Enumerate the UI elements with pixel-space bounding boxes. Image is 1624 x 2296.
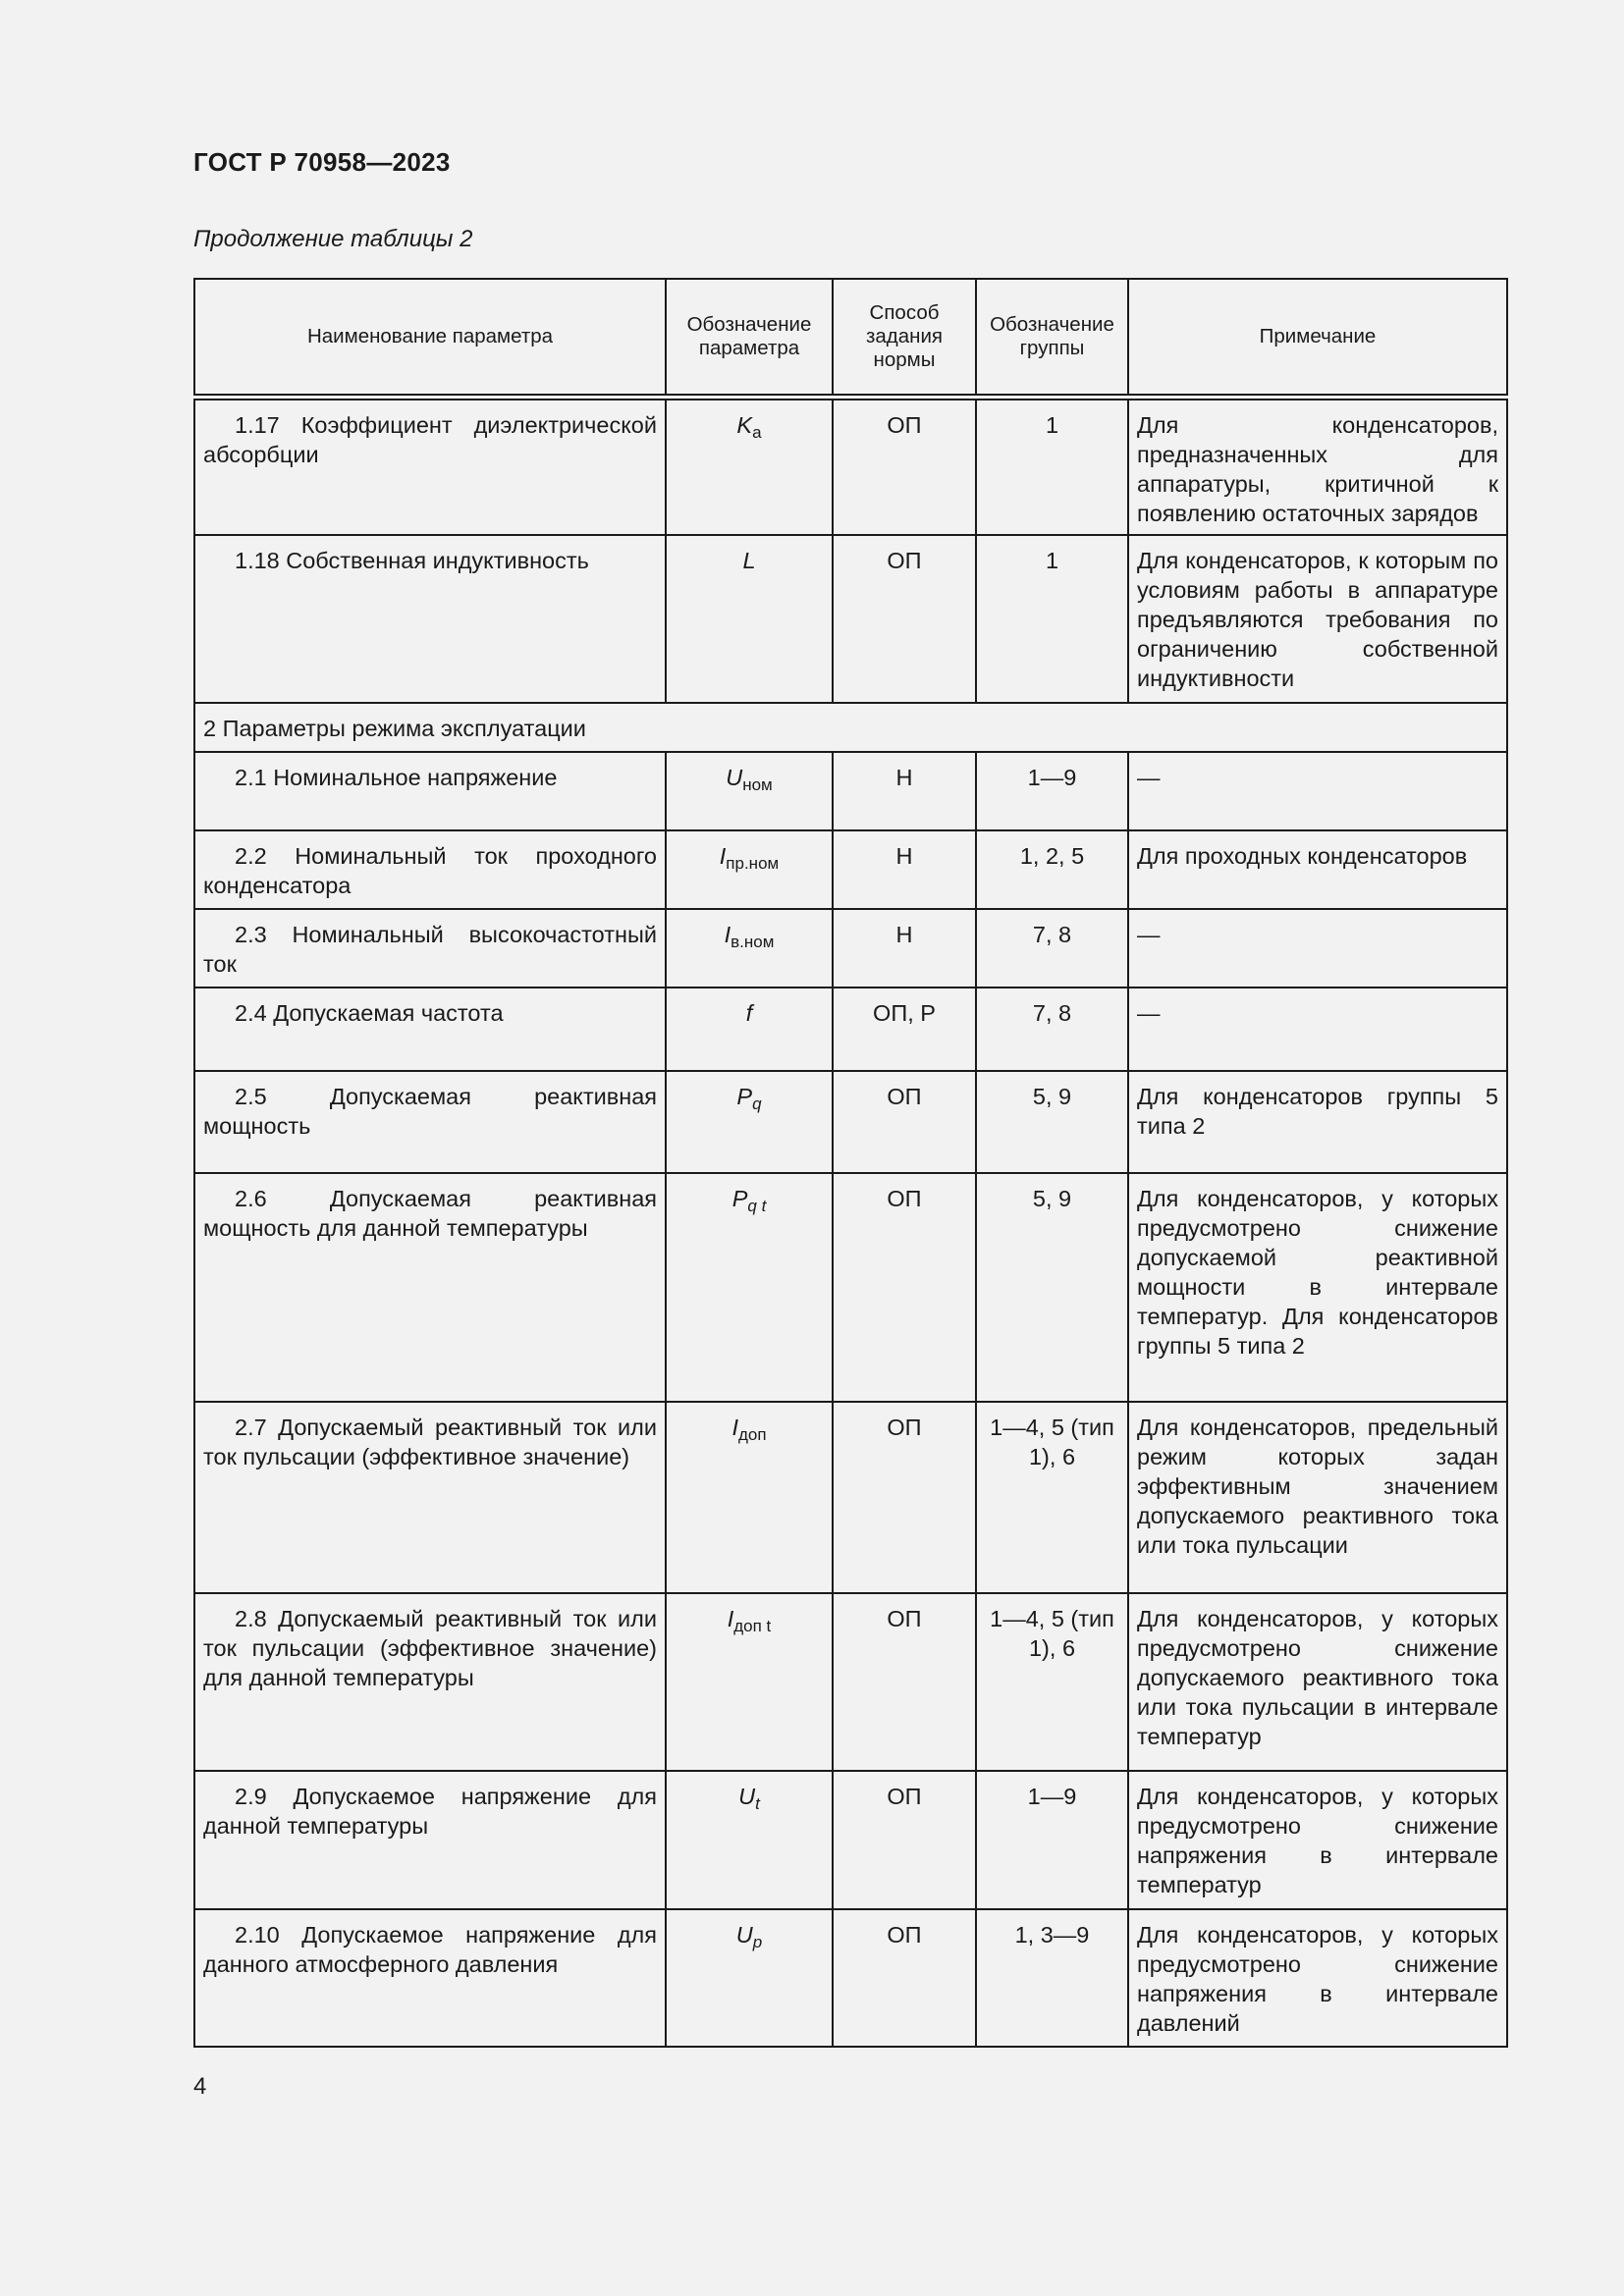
- parameter-name: 2.1 Номинальное напряжение: [194, 752, 666, 830]
- parameter-name: 1.18 Собственная индуктивность: [194, 535, 666, 703]
- table-row: [194, 752, 1507, 830]
- table-row: [194, 1173, 1507, 1402]
- document-title: ГОСТ Р 70958—2023: [193, 147, 451, 177]
- table-row: [194, 988, 1507, 1071]
- parameter-symbol: $U_{ном}$: [666, 752, 833, 830]
- parameter-symbol: $K_a$: [666, 397, 833, 535]
- parameter-name: 1.17 Коэффициент диэлектрической абсорбции: [194, 397, 666, 535]
- table-header-row: [194, 279, 1507, 397]
- group-designation: 1—4, 5 (тип 1), 6: [976, 1593, 1128, 1771]
- note: Для конденсаторов, у которых предусмотрено снижение допускаемого реактивного тока или тока пульсации в интервале температур: [1128, 1593, 1507, 1771]
- note: Для конденсаторов, предназначенных для аппаратуры, критичной к появлению остаточных зарядов: [1128, 397, 1507, 535]
- note: Для конденсаторов группы 5 типа 2: [1128, 1071, 1507, 1173]
- group-designation: 7, 8: [976, 988, 1128, 1071]
- group-designation: 1, 3—9: [976, 1909, 1128, 2047]
- table-caption: Продолжение таблицы 2: [193, 226, 473, 252]
- parameter-name: 2.9 Допускаемое напряжение для данной температуры: [194, 1771, 666, 1909]
- page-number: 4: [193, 2073, 207, 2100]
- parameter-symbol: $I_{пр.ном}$: [666, 830, 833, 909]
- note: —: [1128, 752, 1507, 830]
- norm-method: ОП: [833, 1071, 976, 1173]
- table-row: [194, 397, 1507, 535]
- table-row: [194, 1771, 1507, 1909]
- note: Для конденсаторов, предельный режим которых задан эффективным значением допускаемого реактивного тока или тока пульсации: [1128, 1402, 1507, 1593]
- header-note: Примечание: [1128, 279, 1507, 397]
- table-row: [194, 1071, 1507, 1173]
- table-row: [194, 535, 1507, 703]
- header-parameter-name: Наименование параметра: [194, 279, 666, 397]
- table-row: [194, 1593, 1507, 1771]
- norm-method: Н: [833, 752, 976, 830]
- section-row: [194, 703, 1507, 752]
- parameter-symbol: $P_q$: [666, 1071, 833, 1173]
- group-designation: 1: [976, 397, 1128, 535]
- note: Для конденсаторов, у которых предусмотрено снижение напряжения в интервале температур: [1128, 1771, 1507, 1909]
- norm-method: Н: [833, 909, 976, 988]
- group-designation: 5, 9: [976, 1173, 1128, 1402]
- group-designation: 5, 9: [976, 1071, 1128, 1173]
- norm-method: ОП: [833, 1593, 976, 1771]
- group-designation: 1: [976, 535, 1128, 703]
- parameter-name: 2.2 Номинальный ток проходного конденсатора: [194, 830, 666, 909]
- norm-method: ОП: [833, 1173, 976, 1402]
- parameter-symbol: f: [666, 988, 833, 1071]
- parameter-name: 2.8 Допускаемый реактивный ток или ток пульсации (эффективное значение) для данной температуры: [194, 1593, 666, 1771]
- norm-method: ОП: [833, 1909, 976, 2047]
- parameters-table: [193, 278, 1508, 2048]
- parameter-name: 2.10 Допускаемое напряжение для данного атмосферного давления: [194, 1909, 666, 2047]
- norm-method: ОП: [833, 1771, 976, 1909]
- parameter-symbol: $I_{в.ном}$: [666, 909, 833, 988]
- norm-method: ОП: [833, 535, 976, 703]
- norm-method: ОП: [833, 1402, 976, 1593]
- table-row: [194, 1909, 1507, 2047]
- note: Для конденсаторов, у которых предусмотрено снижение допускаемой реактивной мощности в интервале температур. Для конденсаторов группы 5 типа 2: [1128, 1173, 1507, 1402]
- note: —: [1128, 988, 1507, 1071]
- section-title: 2 Параметры режима эксплуатации: [194, 703, 1507, 752]
- group-designation: 1—9: [976, 1771, 1128, 1909]
- table-row: [194, 1402, 1507, 1593]
- parameter-name: 2.3 Номинальный высокочастотный ток: [194, 909, 666, 988]
- norm-method: Н: [833, 830, 976, 909]
- parameter-name: 2.6 Допускаемая реактивная мощность для данной температуры: [194, 1173, 666, 1402]
- parameter-symbol: $I_{доп t}$: [666, 1593, 833, 1771]
- note: Для проходных конденсаторов: [1128, 830, 1507, 909]
- group-designation: 7, 8: [976, 909, 1128, 988]
- parameter-symbol: L: [666, 535, 833, 703]
- parameter-name: 2.4 Допускаемая частота: [194, 988, 666, 1071]
- group-designation: 1—4, 5 (тип 1), 6: [976, 1402, 1128, 1593]
- parameter-symbol: $P_{q t}$: [666, 1173, 833, 1402]
- parameter-symbol: $U_p$: [666, 1909, 833, 2047]
- note: —: [1128, 909, 1507, 988]
- norm-method: ОП: [833, 397, 976, 535]
- group-designation: 1—9: [976, 752, 1128, 830]
- parameter-name: 2.7 Допускаемый реактивный ток или ток пульсации (эффективное значение): [194, 1402, 666, 1593]
- table-row: [194, 909, 1507, 988]
- header-norm-method: Способ задания нормы: [833, 279, 976, 397]
- parameter-symbol: $U_t$: [666, 1771, 833, 1909]
- parameter-symbol: $I_{доп}$: [666, 1402, 833, 1593]
- header-parameter-symbol: Обозначение параметра: [666, 279, 833, 397]
- parameter-name: 2.5 Допускаемая реактивная мощность: [194, 1071, 666, 1173]
- header-group: Обозначение группы: [976, 279, 1128, 397]
- note: Для конденсаторов, у которых предусмотрено снижение напряжения в интервале давлений: [1128, 1909, 1507, 2047]
- norm-method: ОП, Р: [833, 988, 976, 1071]
- table-row: [194, 830, 1507, 909]
- group-designation: 1, 2, 5: [976, 830, 1128, 909]
- note: Для конденсаторов, к которым по условиям работы в аппаратуре предъявляются требования по ограничению собственной индуктивности: [1128, 535, 1507, 703]
